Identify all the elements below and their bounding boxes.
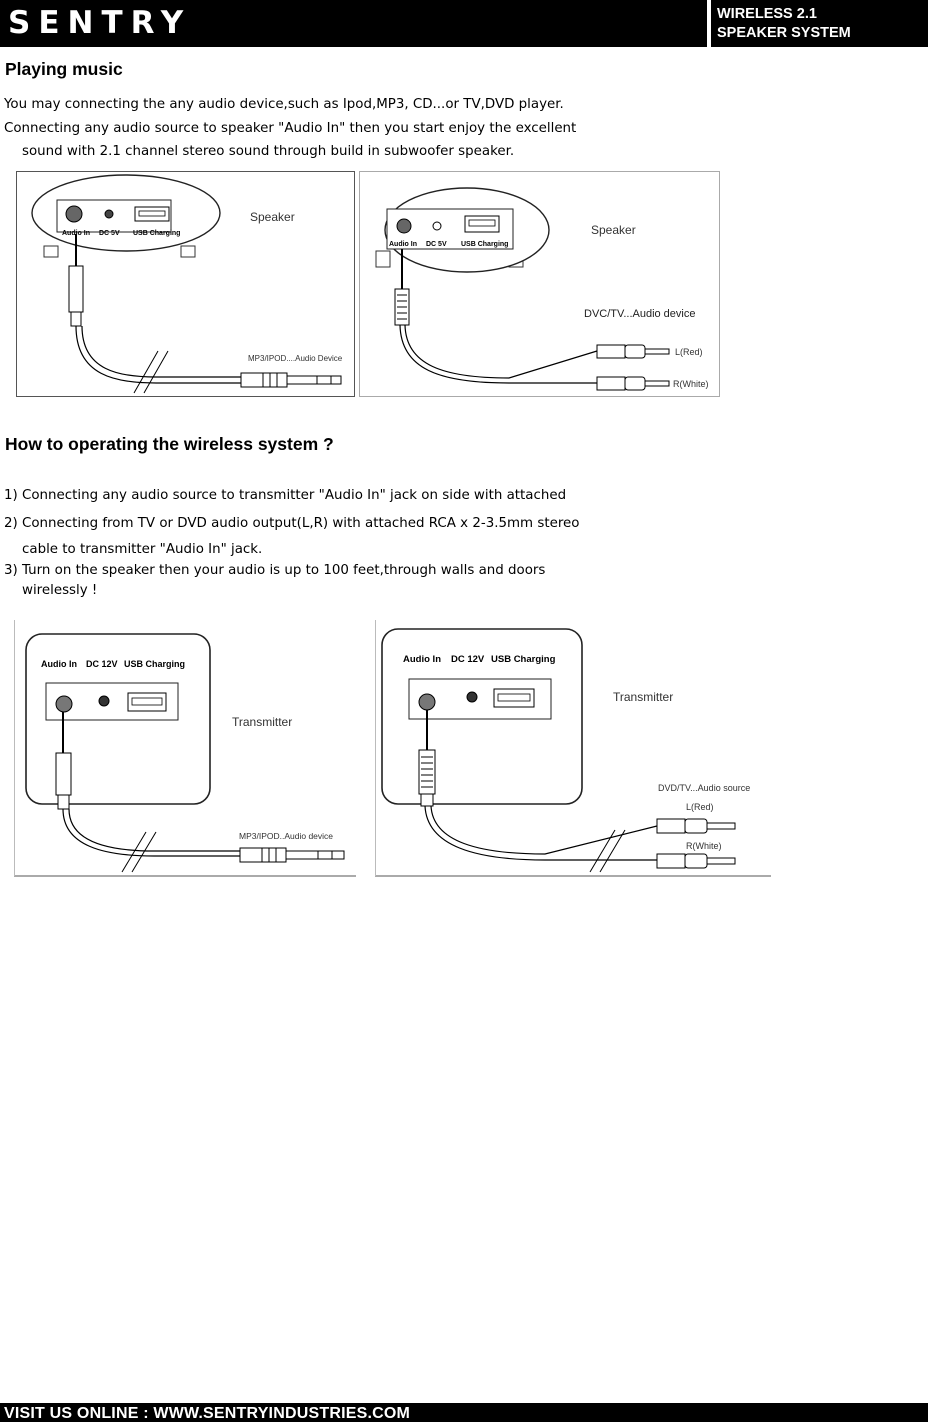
usb-port-icon [465,216,499,232]
step-1: 1) Connecting any audio source to transmitter "Audio In" jack on side with attached [4,488,567,503]
dc-jack-icon [467,692,477,702]
audio-plug-icon [69,266,83,312]
audio-in-jack-icon [397,219,411,233]
speaker-dvd-diagram [359,171,720,397]
transmitter-mp3-diagram [14,620,356,878]
section-title-playing-music: Playing music [5,59,123,79]
audio-in-jack-icon [66,206,82,222]
usb-port-icon [494,689,534,707]
transmitter-dvd-diagram [375,620,771,878]
rca-left-plug-icon [657,819,685,833]
label-audio-in: Audio In [62,230,90,237]
mp3-plug-icon [240,848,286,862]
label-device: Speaker [591,223,636,237]
brand-name: SENTRY [8,5,192,41]
label-dc: DC 5V [426,241,447,248]
product-header [711,0,928,47]
label-device: Transmitter [613,690,674,704]
product-line-2: SPEAKER SYSTEM [717,25,851,41]
usb-port-icon [128,693,166,711]
label-source: DVC/TV...Audio device [584,308,696,320]
label-audio-in: Audio In [389,241,417,248]
label-usb: USB Charging [491,654,556,665]
audio-plug-icon [56,753,71,795]
rca-right-plug-icon [597,377,625,390]
usb-port-icon [135,207,169,221]
audio-in-jack-icon [56,696,72,712]
label-source: MP3/IPOD..Audio device [239,831,334,841]
step-2: 2) Connecting from TV or DVD audio output(L,R) with attached RCA x 2-3.5mm stereo [4,516,580,531]
brand-header [0,0,707,47]
label-dc: DC 5V [99,230,120,237]
label-device: Speaker [250,210,295,224]
label-audio-in: Audio In [403,654,441,665]
label-source: DVD/TV...Audio source [658,783,751,793]
rca-right-plug-icon [657,854,685,868]
label-left-channel: L(Red) [686,802,714,812]
label-left-channel: L(Red) [675,347,703,357]
dc-jack-icon [105,210,113,218]
speaker-mp3-diagram [16,171,355,397]
step-3: 3) Turn on the speaker then your audio is up to 100 feet,through walls and doors [4,563,546,578]
label-right-channel: R(White) [673,379,709,389]
label-audio-in: Audio In [41,659,77,669]
step-3-continued: wirelessly ! [22,583,98,598]
audio-in-jack-icon [419,694,435,710]
label-dc: DC 12V [451,654,485,665]
product-line-1: WIRELESS 2.1 [717,6,817,22]
label-dc: DC 12V [86,659,118,669]
rca-left-plug-icon [597,345,625,358]
mp3-plug-icon [241,373,287,387]
paragraph-line: sound with 2.1 channel stereo sound through build in subwoofer speaker. [22,144,515,159]
label-usb: USB Charging [124,659,186,669]
label-right-channel: R(White) [686,841,722,851]
dc-jack-icon [433,222,441,230]
dc-jack-icon [99,696,109,706]
paragraph-line: Connecting any audio source to speaker "Audio In" then you start enjoy the excellent [4,121,577,136]
label-device: Transmitter [232,715,293,729]
paragraph-line: You may connecting the any audio device,such as Ipod,MP3, CD...or TV,DVD player. [4,97,564,112]
section-title-wireless: How to operating the wireless system ? [5,434,334,454]
label-usb: USB Charging [133,230,181,237]
footer-website [0,1403,928,1422]
footer-text: VISIT US ONLINE : WWW.SENTRYINDUSTRIES.COM [4,1405,411,1422]
label-source: MP3/IPOD....Audio Device [248,354,343,363]
step-2-continued: cable to transmitter "Audio In" jack. [22,542,263,557]
label-usb: USB Charging [461,241,509,248]
